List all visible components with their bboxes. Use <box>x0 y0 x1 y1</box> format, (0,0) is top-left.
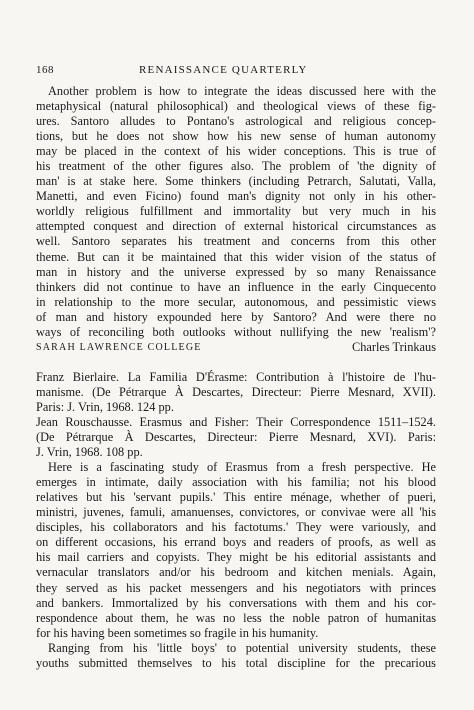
review1-line: his treatment of the other figures also. The problem of 'the dignity of <box>36 159 436 174</box>
review1-line: Another problem is how to integrate the ideas discussed here with the <box>48 84 436 98</box>
review1-line: man' is at stake here. Some thinkers (including Petrarch, Salutati, Valla, <box>36 174 436 189</box>
review1-line: may be placed in the context of his wider conceptions. This is true of <box>36 144 436 159</box>
citation-line: J. Vrin, 1968. 108 pp. <box>36 445 143 460</box>
page-number: 168 <box>36 64 54 76</box>
review2-line: respondence about them, he was no less the noble patron of humanitas <box>36 610 436 625</box>
review2-line: relatives but his 'servant pupils.' This entire ménage, whether of pueri, <box>36 490 436 505</box>
review2-line: ministri, juvenes, famuli, amanuenses, convictores, or convivae were all 'his <box>36 505 436 520</box>
review1-line: worldly religious fulfillment and immortality but very much in his <box>36 204 436 219</box>
review2-line: and bankers. Immortalized by his conversations with them and his cor- <box>36 595 436 610</box>
citation-line: Franz Bierlaire. La Familia D'Érasme: Contribution à l'histoire de l'hu- <box>36 369 436 384</box>
review2-line: Ranging from his 'little boys' to potential university students, these <box>48 640 436 655</box>
review1-line: ways of reconciling both outlooks without nullifying the new 'realism'? <box>36 324 436 339</box>
review1-line: ures. Santoro alludes to Pontano's astrological and religious concep- <box>36 114 436 129</box>
review2-line: for his having been sometimes so fragile in his humanity. <box>36 625 319 640</box>
citation-line: Jean Rouschausse. Erasmus and Fisher: Their Correspondence 1511–1524. <box>36 414 436 429</box>
reviewer-name: Charles Trinkaus <box>351 339 436 354</box>
review1-line: attempted conquest and direction of external historical circumstances as <box>36 219 436 234</box>
review2-line: vernacular translators and/or his bedroom and kitchen menials. Again, <box>36 565 436 580</box>
review2-line: disciples, his collaborators and his factotums.' They were variously, and <box>36 520 436 535</box>
review2-line: they served as his packet messengers and his negotiators with princes <box>36 580 436 595</box>
review1-line: Manetti, and even Ficino) found man's dignity not only in his other- <box>36 189 436 204</box>
review1-line: metaphysical (natural philosophical) and theological views of these fig- <box>36 99 436 114</box>
review1-line: thinkers did not continue to have an influence in the early Cinquecento <box>36 279 436 294</box>
section-gap <box>36 355 436 370</box>
review2-line: on different occasions, his errand boys and readers of proofs, as well as <box>36 535 436 550</box>
citation-line: (De Pétrarque À Descartes, Directeur: Pierre Mesnard, XVI). Paris: <box>36 430 436 445</box>
review1-line: in relationship to the more secular, autonomous, and pessimistic views <box>36 294 436 309</box>
reviewer-affiliation: SARAH LAWRENCE COLLEGE <box>36 341 202 353</box>
running-title: RENAISSANCE QUARTERLY <box>139 64 308 76</box>
review1-line: of man and history expounded here by Santoro? And were there no <box>36 309 436 324</box>
citation-line: manisme. (De Pétrarque À Descartes, Directeur: Pierre Mesnard, XVII). <box>36 384 436 399</box>
review1-line: well. Santoro separates his treatment and concerns from this other <box>36 234 436 249</box>
review2-line: youths submitted themselves to his total discipline for the precarious <box>36 655 436 670</box>
review2-line: his mail carriers and copyists. They might be his editorial assistants and <box>36 550 436 565</box>
review1-line: tions, but he does not show how his new sense of human autonomy <box>36 129 436 144</box>
review-signature <box>36 340 436 355</box>
review2-line: Here is a fascinating study of Erasmus from a fresh perspective. He <box>48 460 436 475</box>
page-body <box>36 84 436 671</box>
citation-line: Paris: J. Vrin, 1968. 124 pp. <box>36 399 174 414</box>
review1-line: theme. But can it be maintained that this wider vision of the status of <box>36 249 436 264</box>
review1-line: man in history and the universe expressed by so many Renaissance <box>36 264 436 279</box>
review2-line: emerges in intimate, daily association with his familia; not his blood <box>36 475 436 490</box>
